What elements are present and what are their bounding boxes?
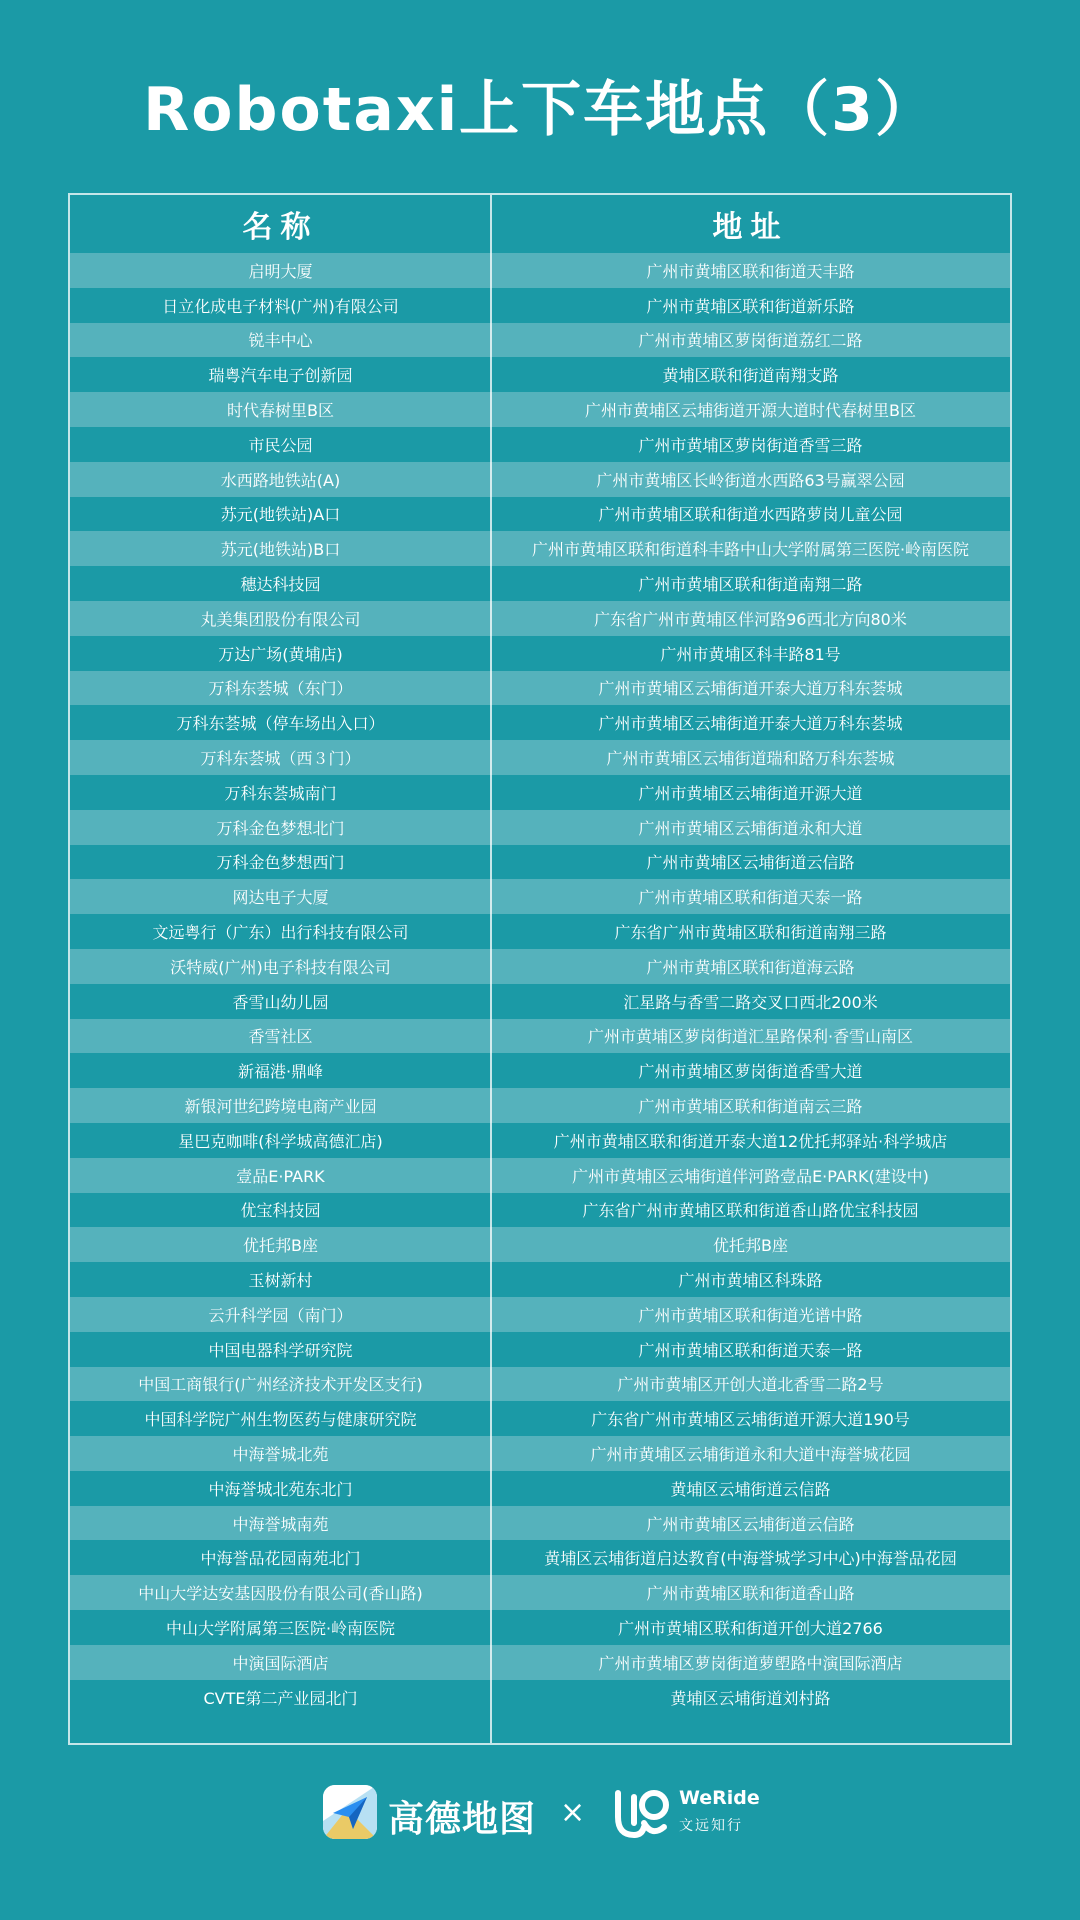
table-row <box>70 1158 1010 1193</box>
location-name: 文远粤行（广东）出行科技有限公司 <box>152 923 409 943</box>
location-name: 瑞粤汽车电子创新园 <box>208 366 353 386</box>
location-address: 广州市黄埔区萝岗街道香雪三路 <box>638 435 863 455</box>
location-address: 广州市黄埔区云埔街道伴河路壹品E·PARK(建设中) <box>572 1166 929 1186</box>
times-sign: × <box>560 1795 586 1830</box>
table-row <box>70 1297 1010 1332</box>
location-address: 广州市黄埔区联和街道光谱中路 <box>638 1305 863 1325</box>
location-address: 广州市黄埔区开创大道北香雪二路2号 <box>617 1375 884 1395</box>
table-row <box>70 1436 1010 1471</box>
location-name: 万科东荟城南门 <box>224 783 337 803</box>
location-name: 万科东荟城（停车场出入口） <box>176 714 385 734</box>
column-divider <box>490 195 492 1743</box>
location-name: 日立化成电子材料(广州)有限公司 <box>162 296 399 316</box>
location-address: 广州市黄埔区萝岗街道汇星路保利·香雪山南区 <box>587 1027 914 1047</box>
table-row <box>70 740 1010 775</box>
location-address: 广州市黄埔区长岭街道水西路63号赢翠公园 <box>596 470 905 490</box>
table-empty-row <box>70 1714 1010 1745</box>
table-row <box>70 671 1010 706</box>
location-name: 优托邦B座 <box>243 1236 318 1256</box>
location-address: 广州市黄埔区云埔街道瑞和路万科东荟城 <box>606 749 895 769</box>
amap-logo-icon <box>323 1785 377 1839</box>
weride-chinese-name: 文远知行 <box>679 1818 743 1834</box>
weride-logo-icon <box>612 1783 672 1843</box>
table-row <box>70 914 1010 949</box>
location-address: 汇星路与香雪二路交叉口西北200米 <box>623 992 878 1012</box>
location-address: 广州市黄埔区联和街道开创大道2766 <box>618 1618 883 1638</box>
location-address: 广州市黄埔区科珠路 <box>678 1271 823 1290</box>
location-name: 星巴克咖啡(科学城高德汇店) <box>178 1131 383 1151</box>
table-row <box>70 1088 1010 1123</box>
header-address: 地址 <box>712 210 789 245</box>
location-name: 中海誉品花园南苑北门 <box>200 1549 361 1569</box>
table-row <box>70 323 1010 358</box>
location-name: 中国工商银行(广州经济技术开发区支行) <box>138 1375 423 1395</box>
location-name: 万科金色梦想西门 <box>216 853 345 873</box>
location-address: 广州市黄埔区联和街道科丰路中山大学附属第三医院·岭南医院 <box>531 540 970 560</box>
table-row <box>70 1645 1010 1680</box>
amap-wordmark: 高德地图 <box>388 1799 537 1840</box>
table-row <box>70 288 1010 323</box>
location-address: 广州市黄埔区联和街道天泰一路 <box>638 1340 863 1360</box>
location-name: 中海誉城北苑 <box>232 1444 329 1464</box>
location-address: 广州市黄埔区云埔街道开泰大道万科东荟城 <box>598 679 903 699</box>
location-name: CVTE第二产业园北门 <box>203 1688 358 1708</box>
location-name: 水西路地铁站(A) <box>220 470 341 490</box>
table-row <box>70 1471 1010 1506</box>
table-body <box>70 253 1010 1714</box>
table-row <box>70 462 1010 497</box>
location-name: 苏元(地铁站)B口 <box>220 540 341 560</box>
location-name: 时代春树里B区 <box>227 401 334 421</box>
location-address: 广州市黄埔区云埔街道开源大道时代春树里B区 <box>585 401 916 421</box>
location-address: 黄埔区云埔街道启达教育(中海誉城学习中心)中海誉品花园 <box>544 1549 957 1569</box>
table-row <box>70 1575 1010 1610</box>
location-name: 万达广场(黄埔店) <box>218 644 343 664</box>
table-row <box>70 601 1010 636</box>
location-address: 广东省广州市黄埔区伴河路96西北方向80米 <box>594 609 907 629</box>
table-row <box>70 566 1010 601</box>
table-row <box>70 1401 1010 1436</box>
table-row <box>70 497 1010 532</box>
table-row <box>70 1680 1010 1715</box>
location-address: 广东省广州市黄埔区联和街道南翔三路 <box>614 923 887 943</box>
location-name: 万科东荟城（东门） <box>208 679 353 699</box>
location-name: 中海誉城南苑 <box>232 1514 329 1534</box>
location-name: 新福港·鼎峰 <box>237 1062 324 1082</box>
location-address: 广州市黄埔区联和街道海云路 <box>646 957 855 977</box>
location-name: 壹品E·PARK <box>236 1166 325 1186</box>
location-address: 广东省广州市黄埔区云埔街道开源大道190号 <box>591 1410 910 1430</box>
table-row <box>70 1610 1010 1645</box>
table-row <box>70 1053 1010 1088</box>
location-name: 香雪社区 <box>248 1027 313 1047</box>
location-name: 丸美集团股份有限公司 <box>200 609 361 629</box>
location-name: 中山大学达安基因股份有限公司(香山路) <box>138 1584 423 1604</box>
location-name: 万科东荟城（西３门） <box>200 749 361 769</box>
location-name: 云升科学园（南门） <box>208 1305 353 1325</box>
table-row <box>70 392 1010 427</box>
table-row <box>70 1227 1010 1262</box>
table-row <box>70 705 1010 740</box>
table-row <box>70 1262 1010 1297</box>
table-row <box>70 879 1010 914</box>
location-name: 网达电子大厦 <box>232 888 329 908</box>
table-row <box>70 357 1010 392</box>
location-address: 广州市黄埔区萝岗街道萝塱路中演国际酒店 <box>598 1653 903 1673</box>
location-address: 广州市黄埔区联和街道南云三路 <box>638 1097 863 1117</box>
location-address: 广州市黄埔区云埔街道开泰大道万科东荟城 <box>598 714 903 734</box>
table-row <box>70 949 1010 984</box>
location-address: 广州市黄埔区联和街道水西路萝岗儿童公园 <box>598 505 903 525</box>
location-name: 中演国际酒店 <box>232 1653 329 1673</box>
location-address: 广州市黄埔区萝岗街道荔红二路 <box>638 331 863 351</box>
table-header <box>70 195 1010 253</box>
location-address: 广州市黄埔区云埔街道云信路 <box>646 1514 855 1534</box>
table-row <box>70 984 1010 1019</box>
location-name: 玉树新村 <box>248 1271 313 1290</box>
location-name: 中国科学院广州生物医药与健康研究院 <box>144 1410 417 1430</box>
table-row <box>70 1123 1010 1158</box>
table-row <box>70 810 1010 845</box>
location-name: 新银河世纪跨境电商产业园 <box>184 1097 377 1117</box>
table-row <box>70 775 1010 810</box>
footer-logos <box>0 1783 1080 1845</box>
table-row <box>70 1367 1010 1402</box>
location-name: 穗达科技园 <box>240 575 321 595</box>
location-address: 广东省广州市黄埔区联和街道香山路优宝科技园 <box>582 1201 919 1221</box>
location-name: 锐丰中心 <box>248 331 313 351</box>
table-row <box>70 1540 1010 1575</box>
location-address: 广州市黄埔区联和街道香山路 <box>646 1584 855 1604</box>
weride-wordmark: WeRide <box>679 1787 760 1809</box>
location-address: 广州市黄埔区云埔街道永和大道中海誉城花园 <box>590 1444 911 1464</box>
table-row <box>70 531 1010 566</box>
table-row <box>70 1506 1010 1541</box>
locations-table <box>68 193 1012 1745</box>
page-title: Robotaxi上下车地点（3） <box>143 75 937 145</box>
location-name: 优宝科技园 <box>240 1201 321 1221</box>
location-address: 广州市黄埔区联和街道新乐路 <box>646 296 855 316</box>
location-name: 苏元(地铁站)A口 <box>220 505 341 525</box>
location-address: 优托邦B座 <box>713 1236 788 1256</box>
table-row <box>70 636 1010 671</box>
location-address: 黄埔区联和街道南翔支路 <box>662 366 839 386</box>
location-name: 中海誉城北苑东北门 <box>208 1479 353 1499</box>
location-address: 广州市黄埔区萝岗街道香雪大道 <box>638 1062 863 1082</box>
location-address: 广州市黄埔区联和街道天丰路 <box>646 261 855 281</box>
location-name: 中山大学附属第三医院·岭南医院 <box>165 1618 396 1638</box>
location-name: 中国电器科学研究院 <box>208 1340 353 1360</box>
location-name: 万科金色梦想北门 <box>216 818 345 838</box>
location-address: 广州市黄埔区云埔街道开源大道 <box>638 783 863 803</box>
location-address: 广州市黄埔区云埔街道云信路 <box>646 853 855 873</box>
location-name: 香雪山幼儿园 <box>232 992 329 1012</box>
location-address: 黄埔区云埔街道刘村路 <box>670 1688 831 1708</box>
header-name: 名称 <box>242 210 319 245</box>
location-name: 启明大厦 <box>248 261 313 281</box>
location-address: 广州市黄埔区科丰路81号 <box>660 644 841 664</box>
table-row <box>70 253 1010 288</box>
location-name: 市民公园 <box>248 435 313 455</box>
location-address: 广州市黄埔区云埔街道永和大道 <box>638 818 863 838</box>
location-address: 广州市黄埔区联和街道天泰一路 <box>638 888 863 908</box>
location-address: 黄埔区云埔街道云信路 <box>670 1479 831 1499</box>
table-row <box>70 845 1010 880</box>
location-address: 广州市黄埔区联和街道开泰大道12优托邦驿站·科学城店 <box>553 1131 948 1151</box>
table-row <box>70 1332 1010 1367</box>
location-address: 广州市黄埔区联和街道南翔二路 <box>638 575 863 595</box>
table-row <box>70 1193 1010 1228</box>
table-row <box>70 427 1010 462</box>
location-name: 沃特威(广州)电子科技有限公司 <box>170 957 391 977</box>
table-row <box>70 1019 1010 1054</box>
